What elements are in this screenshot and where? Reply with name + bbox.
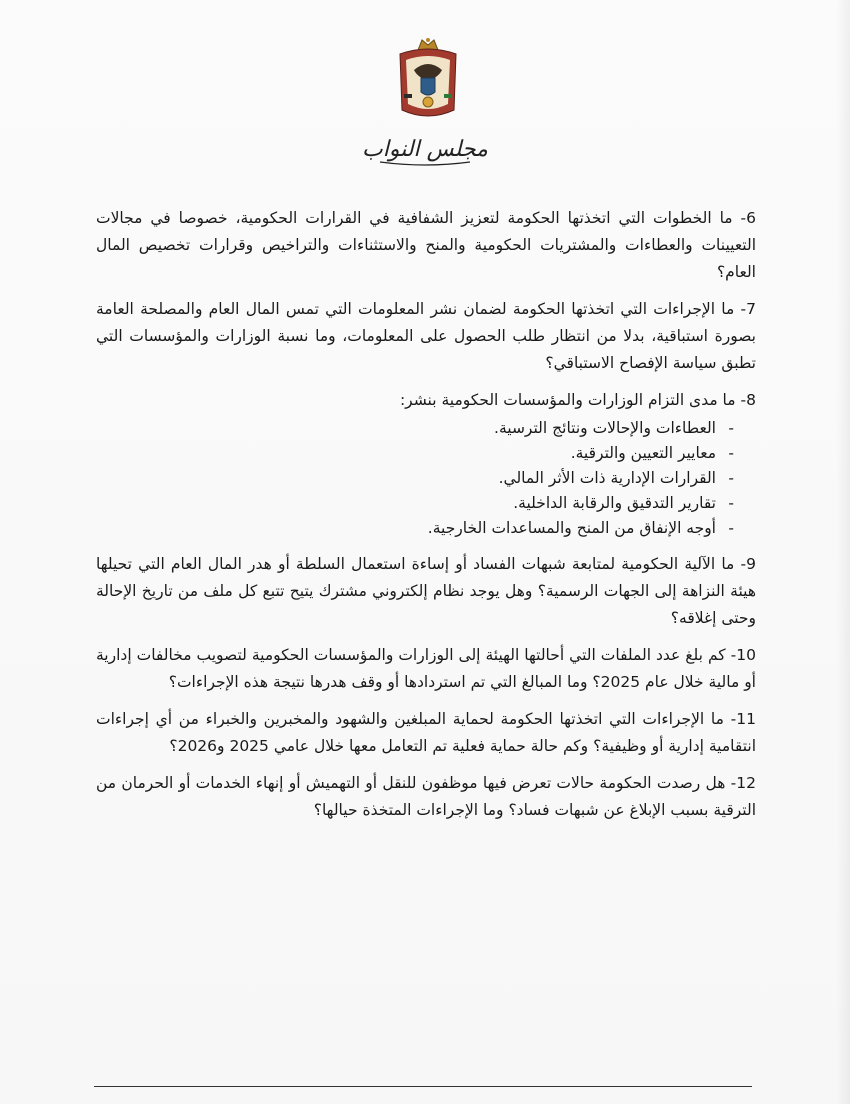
- question-text: ما الخطوات التي اتخذتها الحكومة لتعزيز الشفافية في القرارات الحكومية، خصوصا في مجالات التعيينات والعطاءات والمشتريات الحكومية والمنح والاستثناءات والتراخيص وقرارات تخصيص المال العام؟: [96, 209, 756, 281]
- question-number: 12-: [730, 774, 756, 792]
- question-9: [96, 551, 756, 632]
- question-text: هل رصدت الحكومة حالات تعرض فيها موظفون للنقل أو التهميش أو إنهاء الخدمات أو الحرمان من الترقية بسبب الإبلاغ عن شبهات فساد؟ وما الإجراءات المتخذة حيالها؟: [96, 774, 756, 819]
- list-item: - العطاءات والإحالات ونتائج الترسية.: [96, 416, 734, 441]
- question-11-text: [96, 706, 756, 760]
- question-10: [96, 642, 756, 696]
- question-6-text: [96, 205, 756, 286]
- question-10-text: [96, 642, 756, 696]
- question-8-text: [96, 387, 756, 414]
- questions-body: [96, 205, 756, 834]
- parliament-title-logo: [350, 128, 500, 170]
- question-number: 8-: [740, 391, 756, 409]
- question-number: 7-: [740, 300, 756, 318]
- question-text: كم بلغ عدد الملفات التي أحالتها الهيئة إلى الوزارات والمؤسسات الحكومية لتصويب مخالفات إدارية أو مالية خلال عام 2025؟ وما المبالغ التي تم استردادها أو وقف هدرها نتيجة هذه الإجراءات؟: [96, 646, 756, 691]
- question-number: 11-: [730, 710, 756, 728]
- question-text: ما مدى التزام الوزارات والمؤسسات الحكومية بنشر:: [399, 391, 736, 409]
- question-12: [96, 770, 756, 824]
- publication-items-list: [96, 416, 756, 541]
- svg-text:مجلس النواب: مجلس النواب: [362, 137, 488, 162]
- question-7: [96, 296, 756, 377]
- question-number: 9-: [740, 555, 756, 573]
- question-text: ما الإجراءات التي اتخذتها الحكومة لحماية المبلغين والشهود والمخبرين والخبراء من أي إجراءات انتقامية إدارية أو وظيفية؟ وكم حالة حماية فعلية تم التعامل معها خلال عامي 2025 و2026؟: [96, 710, 756, 755]
- question-6: [96, 205, 756, 286]
- list-item: - تقارير التدقيق والرقابة الداخلية.: [96, 491, 734, 516]
- question-number: 10-: [730, 646, 756, 664]
- question-number: 6-: [740, 209, 756, 227]
- question-12-text: [96, 770, 756, 824]
- list-item: - أوجه الإنفاق من المنح والمساعدات الخارجية.: [96, 516, 734, 541]
- question-9-text: [96, 551, 756, 632]
- list-item: - القرارات الإدارية ذات الأثر المالي.: [96, 466, 734, 491]
- question-7-text: [96, 296, 756, 377]
- coat-of-arms-icon: [394, 36, 462, 126]
- question-8: [96, 387, 756, 541]
- question-text: ما الآلية الحكومية لمتابعة شبهات الفساد أو إساءة استعمال السلطة أو هدر المال العام التي تحيلها هيئة النزاهة إلى الجهات الرسمية؟ وهل يوجد نظام إلكتروني مشترك يتيح تتبع كل ملف من تاريخ الإحالة وحتى إغلاقه؟: [96, 555, 756, 627]
- footer-divider: [94, 1086, 752, 1087]
- question-11: [96, 706, 756, 760]
- question-text: ما الإجراءات التي اتخذتها الحكومة لضمان نشر المعلومات التي تمس المال العام والمصلحة العامة بصورة استباقية، بدلا من انتظار طلب الحصول على المعلومات، وما نسبة الوزارات والمؤسسات التي تطبق سياسة الإفصاح الاستباقي؟: [96, 300, 756, 372]
- list-item: - معايير التعيين والترقية.: [96, 441, 734, 466]
